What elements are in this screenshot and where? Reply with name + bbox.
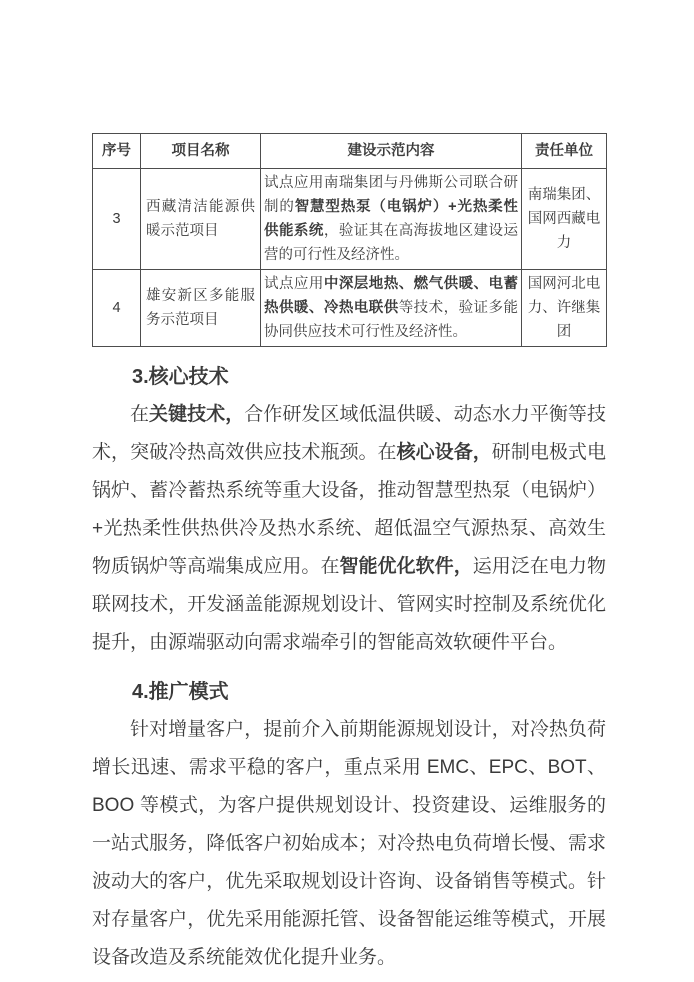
- row-index-cell: 4: [93, 270, 141, 347]
- content-cell: [261, 169, 522, 270]
- project-name-cell: 雄安新区多能服务示范项目: [141, 270, 261, 347]
- body-text: 研制电极式电锅炉、蓄冷蓄热系统等重大设备，推动智慧型热泵（电锅炉）+光热柔性供热供冷及热水系统、超低温空气源热泵、高效生物质锅炉等高端集成应用。在: [92, 442, 606, 577]
- project-name-cell: 西藏清洁能源供暖示范项目: [141, 169, 261, 270]
- body-text: 试点应用: [264, 276, 324, 292]
- section-promotion-model: [92, 673, 606, 977]
- unit-cell: 国网河北电力、许继集团: [522, 270, 607, 347]
- section-core-technology: [92, 358, 606, 662]
- projects-table: [92, 133, 607, 347]
- body-text: 针对增量客户，提前介入前期能源规划设计，对冷热负荷增长迅速、需求平稳的客户，重点采用 EMC、EPC、BOT、BOO 等模式，为客户提供规划设计、投资建设、运维服务的一站式服务，降低客户初始成本；对冷热电负荷增长慢、需求波动大的客户，优先采取规划设计咨询、设备销售等模式。针对存量客户，优先采用能源托管、设备智能运维等模式，开展设备改造及系统能效优化提升业务。: [92, 719, 606, 968]
- unit-cell: 南瑞集团、国网西藏电力: [522, 169, 607, 270]
- body-text: 在: [130, 404, 150, 425]
- body-text: 试点应用南瑞集团与丹佛斯公司联合研制的: [264, 175, 518, 215]
- body-text: 合作研发区域低温供暖、动态水力平衡等技术，突破冷热高效供应技术瓶颈。在: [92, 404, 606, 463]
- column-header-content: 建设示范内容: [261, 134, 522, 169]
- emphasis-text: 智慧型热泵（电锅炉）+光热柔性供能系统: [264, 199, 519, 239]
- emphasis-text: 核心设备，: [396, 442, 492, 463]
- column-header-unit: 责任单位: [522, 134, 607, 169]
- table-header-row: [93, 134, 607, 169]
- paragraph: [92, 711, 606, 977]
- column-header-index: 序号: [93, 134, 141, 169]
- content-cell: [261, 270, 522, 347]
- table-row: [93, 270, 607, 347]
- body-text: ，验证其在高海拔地区建设运营的可行性及经济性。: [264, 223, 518, 263]
- section-heading: 4.推广模式: [132, 681, 229, 703]
- emphasis-text: 关键技术，: [149, 404, 245, 425]
- table-row: [93, 169, 607, 270]
- row-index-cell: 3: [93, 169, 141, 270]
- section-heading: 3.核心技术: [132, 366, 229, 388]
- body-text: 运用泛在电力物联网技术，开发涵盖能源规划设计、管网实时控制及系统优化提升，由源端驱动向需求端牵引的智能高效软硬件平台。: [92, 556, 606, 653]
- body-text: 等技术，验证多能协同供应技术可行性及经济性。: [264, 300, 518, 340]
- column-header-name: 项目名称: [141, 134, 261, 169]
- emphasis-text: 智能优化软件，: [339, 556, 473, 577]
- paragraph: [92, 396, 606, 662]
- emphasis-text: 中深层地热、燃气供暖、电蓄热供暖、冷热电联供: [264, 276, 518, 316]
